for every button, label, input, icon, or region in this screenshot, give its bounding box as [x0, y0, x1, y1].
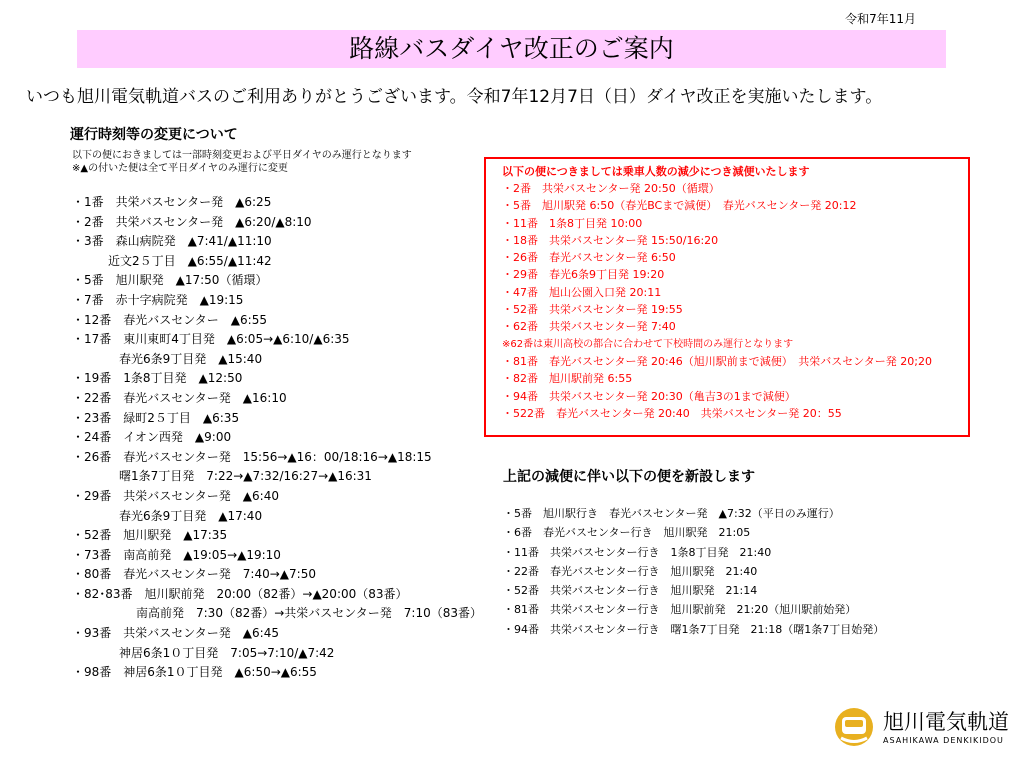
- new-service-item: ・22番 春光バスセンター行き 旭川駅発 21:40: [503, 564, 758, 578]
- reduced-service-item: ・29番 春光6条9丁目発 19:20: [502, 268, 665, 282]
- schedule-change-item: ・1番 共栄バスセンター発 ▲6:25: [72, 195, 272, 209]
- schedule-change-item: 神居6条1０丁目発 7:05→7:10/▲7:42: [119, 645, 335, 660]
- schedule-change-item: 南高前発 7:30（82番）→共栄バスセンター発 7:10（83番）: [136, 606, 483, 621]
- schedule-change-item: ・5番 旭川駅発 ▲17:50（循環）: [72, 273, 268, 288]
- reduced-service-item: ・11番 1条8丁目発 10:00: [502, 216, 643, 230]
- reduced-service-note: ※62番は東川高校の都合に合わせて下校時間のみ運行となります: [502, 338, 794, 350]
- intro-text: いつも旭川電気軌道バスのご利用ありがとうございます。令和7年12月7日（日）ダイヤ改正を実施いたします。: [26, 87, 883, 107]
- schedule-change-item: ・52番 旭川駅発 ▲17:35: [72, 528, 228, 543]
- schedule-change-item: 曙1条7丁目発 7:22→▲7:32/16:27→▲16:31: [119, 469, 372, 484]
- schedule-change-item: 春光6条9丁目発 ▲15:40: [119, 351, 263, 366]
- reduced-service-item: ・2番 共栄バスセンター発 20:50（循環）: [502, 182, 720, 195]
- logo-sub: ASAHIKAWA DENKIKIDOU: [883, 736, 1004, 745]
- schedule-change-item: ・26番 春光バスセンター発 15:56→▲16：00/18:16→▲18:15: [72, 449, 432, 464]
- new-service-item: ・5番 旭川駅行き 春光バスセンター発 ▲7:32（平日のみ運行）: [503, 507, 840, 520]
- reduced-service-item: ・82番 旭川駅前発 6:55: [502, 372, 633, 386]
- issue-date: 令和7年11月: [845, 12, 916, 26]
- reduced-service-item: ・26番 春光バスセンター発 6:50: [502, 251, 676, 265]
- changes-heading: 運行時刻等の変更について: [70, 127, 238, 143]
- schedule-change-item: ・93番 共栄バスセンター発 ▲6:45: [72, 626, 279, 641]
- schedule-change-item: ・7番 赤十字病院発 ▲19:15: [72, 292, 244, 307]
- reduced-services-box: [484, 157, 970, 437]
- schedule-change-item: ・82･83番 旭川駅前発 20:00（82番）→▲20:00（83番）: [72, 586, 408, 601]
- asahikawa-denkikidou-logo-icon: [833, 706, 875, 748]
- page-title-bar: [77, 30, 946, 68]
- schedule-change-item: ・24番 イオン西発 ▲9:00: [72, 430, 232, 445]
- schedule-change-item: ・17番 東川東町4丁目発 ▲6:05→▲6:10/▲6:35: [72, 332, 350, 347]
- new-service-item: ・94番 共栄バスセンター行き 曙1条7丁目発 21:18（曙1条7丁目始発）: [503, 622, 885, 636]
- reduced-service-item: ・47番 旭山公園入口発 20:11: [502, 285, 662, 299]
- new-service-item: ・52番 共栄バスセンター行き 旭川駅発 21:14: [503, 584, 758, 598]
- schedule-change-item: ・3番 森山病院発 ▲7:41/▲11:10: [72, 234, 272, 249]
- schedule-change-item: ・29番 共栄バスセンター発 ▲6:40: [72, 488, 279, 503]
- page-title: 路線バスダイヤ改正のご案内: [349, 34, 674, 63]
- schedule-change-item: ・80番 春光バスセンター発 7:40→▲7:50: [72, 567, 316, 582]
- changes-note-2: ※▲の付いた便は全て平日ダイヤのみ運行に変更: [72, 163, 288, 174]
- new-service-item: ・6番 春光バスセンター行き 旭川駅発 21:05: [503, 526, 751, 540]
- new-services-list: [503, 504, 884, 639]
- reduced-service-item: ・18番 共栄バスセンター発 15:50/16:20: [502, 233, 719, 247]
- schedule-change-item: ・19番 1条8丁目発 ▲12:50: [72, 371, 243, 386]
- new-services-heading: 上記の減便に伴い以下の便を新設します: [503, 469, 755, 485]
- changes-note-1: 以下の便におきましては一部時刻変更および平日ダイヤのみ運行となります: [72, 150, 412, 161]
- company-logo: [833, 704, 1013, 760]
- schedule-change-item: ・12番 春光バスセンター ▲6:55: [72, 312, 267, 327]
- reduced-service-item: ・5番 旭川駅発 6:50（春光BCまで減便） 春光バスセンター発 20:12: [502, 199, 857, 213]
- schedule-change-item: ・23番 緑町2５丁目 ▲6:35: [72, 410, 240, 425]
- reduced-service-item: ・522番 春光バスセンター発 20:40 共栄バスセンター発 20：55: [502, 406, 842, 420]
- reduced-services-heading: 以下の便につきましては乗車人数の減少につき減便いたします: [502, 165, 810, 178]
- schedule-change-item: ・73番 南高前発 ▲19:05→▲19:10: [72, 547, 281, 562]
- reduced-service-item: ・81番 春光バスセンター発 20:46（旭川駅前まで減便） 共栄バスセンター発 20;20: [502, 354, 933, 368]
- changes-schedule-list: [72, 193, 482, 683]
- logo-name: 旭川電気軌道: [883, 710, 1009, 734]
- schedule-change-item: 近文2５丁目 ▲6:55/▲11:42: [108, 253, 272, 268]
- reduced-services-list: [502, 180, 968, 422]
- reduced-service-item: ・52番 共栄バスセンター発 19:55: [502, 303, 683, 317]
- reduced-service-item: ・62番 共栄バスセンター発 7:40: [502, 320, 676, 334]
- new-service-item: ・11番 共栄バスセンター行き 1条8丁目発 21:40: [503, 545, 772, 559]
- schedule-change-item: ・2番 共栄バスセンター発 ▲6:20/▲8:10: [72, 214, 312, 229]
- new-service-item: ・81番 共栄バスセンター行き 旭川駅前発 21:20（旭川駅前始発）: [503, 603, 857, 617]
- schedule-change-item: ・22番 春光バスセンター発 ▲16:10: [72, 390, 287, 405]
- schedule-change-item: 春光6条9丁目発 ▲17:40: [119, 508, 263, 523]
- reduced-service-item: ・94番 共栄バスセンター発 20:30（亀吉3の1まで減便）: [502, 389, 796, 403]
- schedule-change-item: ・98番 神居6条1０丁目発 ▲6:50→▲6:55: [72, 665, 317, 680]
